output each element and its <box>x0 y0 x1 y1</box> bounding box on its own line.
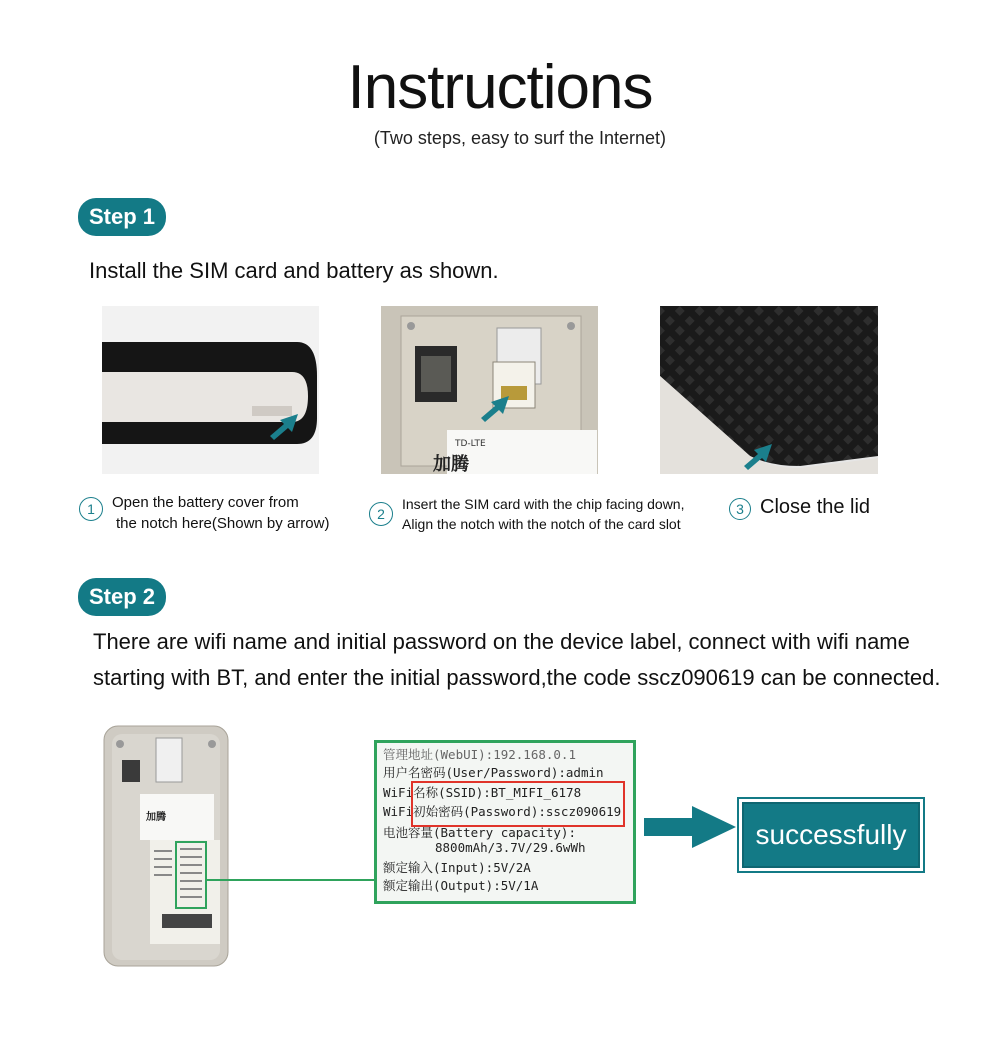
step2-line2: starting with BT, and enter the initial password,the code sscz090619 can be connected. <box>93 665 941 690</box>
step2-line1: There are wifi name and initial password on the device label, connect with wifi name <box>93 629 910 654</box>
ssid-password-highlight <box>411 781 625 827</box>
caption-1-line1: Open the battery cover from <box>112 494 299 511</box>
sim-slot-illustration <box>381 306 598 474</box>
page-subtitle: (Two steps, easy to surf the Internet) <box>373 128 667 148</box>
step1-heading: Install the SIM card and battery as shown. <box>89 258 499 283</box>
label-line-5: 8800mAh/3.7V/29.6wWh <box>435 840 586 855</box>
device-back-illustration <box>100 724 232 970</box>
device-back-photo <box>100 724 232 970</box>
device-label-zoom <box>374 740 636 904</box>
caption-3: Close the lid <box>760 496 871 518</box>
label-line-6: 额定输入(Input):5V/2A <box>383 860 531 875</box>
svg-text:TD-LTE: TD-LTE <box>455 439 486 449</box>
step-number-1: 1 <box>79 497 103 521</box>
photo-closed-lid <box>660 306 878 474</box>
device-side-illustration <box>102 306 319 474</box>
closed-lid-illustration <box>660 306 878 474</box>
step1-badge: Step 1 <box>78 198 166 236</box>
caption-2-line2: Align the notch with the notch of the card slot <box>402 516 681 532</box>
photo-battery-cover <box>102 306 319 474</box>
label-line-3: WiFi初始密码(Password):sscz090619 <box>383 804 622 819</box>
svg-text:加腾: 加腾 <box>146 812 166 823</box>
label-line-7: 额定输出(Output):5V/1A <box>383 878 539 893</box>
step-number-3: 3 <box>729 498 751 520</box>
success-badge: successfully <box>742 802 920 868</box>
svg-text:加腾: 加腾 <box>433 454 469 474</box>
step2-badge: Step 2 <box>78 578 166 616</box>
step-number-2: 2 <box>369 502 393 526</box>
caption-1-line2: the notch here(Shown by arrow) <box>116 515 330 532</box>
label-line-4: 电池容量(Battery capacity): <box>383 825 576 840</box>
right-arrow-icon <box>644 806 736 848</box>
label-line-0: 管理地址(WebUI):192.168.0.1 <box>383 747 576 762</box>
connector-line <box>206 879 376 881</box>
photo-sim-slot <box>381 306 598 474</box>
page-title: Instructions <box>347 53 653 122</box>
label-line-1: 用户名密码(User/Password):admin <box>383 765 604 780</box>
label-line-2: WiFi名称(SSID):BT_MIFI_6178 <box>383 785 582 800</box>
caption-2-line1: Insert the SIM card with the chip facing down, <box>402 496 685 512</box>
